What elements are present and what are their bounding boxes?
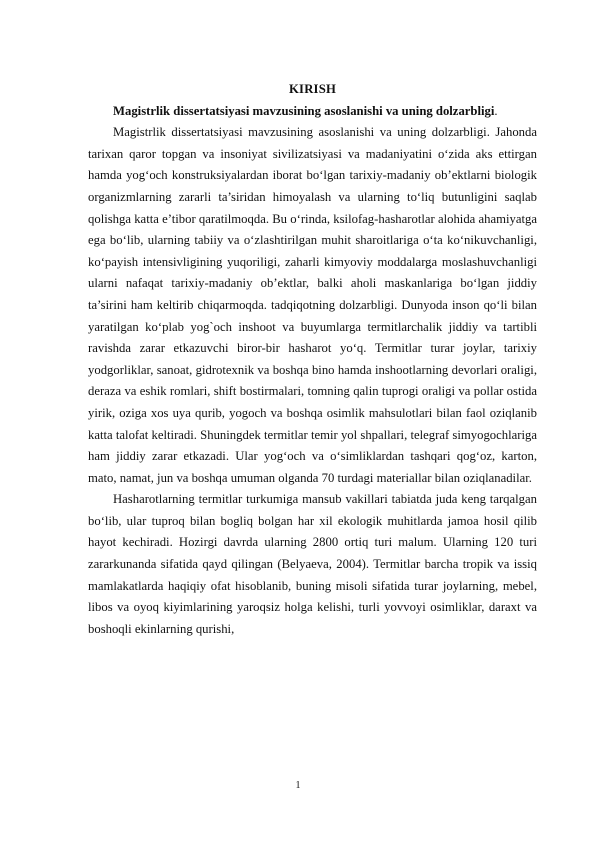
- section-subtitle: [88, 101, 537, 123]
- page-number: 1: [295, 780, 301, 791]
- section-subtitle-period: .: [494, 103, 498, 118]
- section-subtitle-text: Magistrlik dissertatsiyasi mavzusining asoslanishi va uning dolzarbligi: [113, 103, 495, 118]
- paragraph: Hasharotlarning termitlar turkumiga mansub vakillari tabiatda juda keng tarqalgan bo‘lib, ular tuproq bilan bogliq bolgan har xil ekologik muhitlarda jamoa hosil qilib hayot kechiradi. Hozirgi davrda ularning 2800 ortiq turi malum. Ularning 120 turi zararkunanda sifatida qayd qilingan (Belyaeva, 2004). Termitlar barcha tropik va issiq mamlakatlarda haqiqiy ofat hisoblanib, buning misoli sifatida turar joylarning, mebel, libos va oyoq kiyimlarining yaroqsiz holga kelishi, turli yovvoyi osimliklar, daraxt va boshoqli ekinlarning qurishi,: [88, 492, 537, 636]
- paragraph: Magistrlik dissertatsiyasi mavzusining asoslanishi va uning dolzarbligi. Jahonda tarixan qaror topgan va insoniyat sivilizatsiyasi va madaniyatini o‘zida aks ettirgan hamda yog‘och konstruksiyalardan iborat bo‘lgan tarixiy-madaniy ob’ektlarni biologik organizmlarning zararli ta’siridan himoyalash va ularning to‘liq butunligini saqlab qolishga katta e’tibor qaratilmoqda. Bu o‘rinda, ksilofag-hasharotlar alohida ahamiyatga ega bo‘lib, ularning tabiiy va o‘zlashtirilgan muhit sharoitlariga o‘ta ko‘nikuvchanligi, ko‘payish intensivligining yuqoriligi, zaharli kimyoviy moddalarga moslashuvchanligi ularni nafaqat tarixiy-madaniy ob’ektlar, balki aholi maskanlariga bo‘lgan jiddiy ta’sirini ham keltirib chiqarmoqda. tadqiqotning dolzarbligi. Dunyoda inson qo‘li bilan yaratilgan ko‘plab yog`och inshoot va buyumlarga termitlarchalik jiddiy va tartibli ravishda zarar etkazuvchi biror-bir hasharot yo‘q. Termitlar turar joylar, tarixiy yodgorliklar, sanoat, gidrotexnik va boshqa bino hamda inshootlarning devorlari oraligi, deraza va eshik romlari, shift bostirmalari, tomning qalin tuprogi oraligi va pollar ostida yirik, oziga xos uya qurib, yogoch va boshqa osimlik mahsulotlari bilan faol oziqlanib katta talofat keltiradi. Shuningdek termitlar temir yol shpallari, telegraf simyogochlariga ham jiddiy zarar etkazadi. Ular yog‘och va o‘simliklardan tashqari qog‘oz, karton, mato, namat, jun va boshqa umuman olganda 70 turdagi materiallar bilan oziqlanadilar.: [88, 125, 537, 485]
- page-title: KIRISH: [288, 82, 337, 96]
- page-content: [88, 79, 537, 640]
